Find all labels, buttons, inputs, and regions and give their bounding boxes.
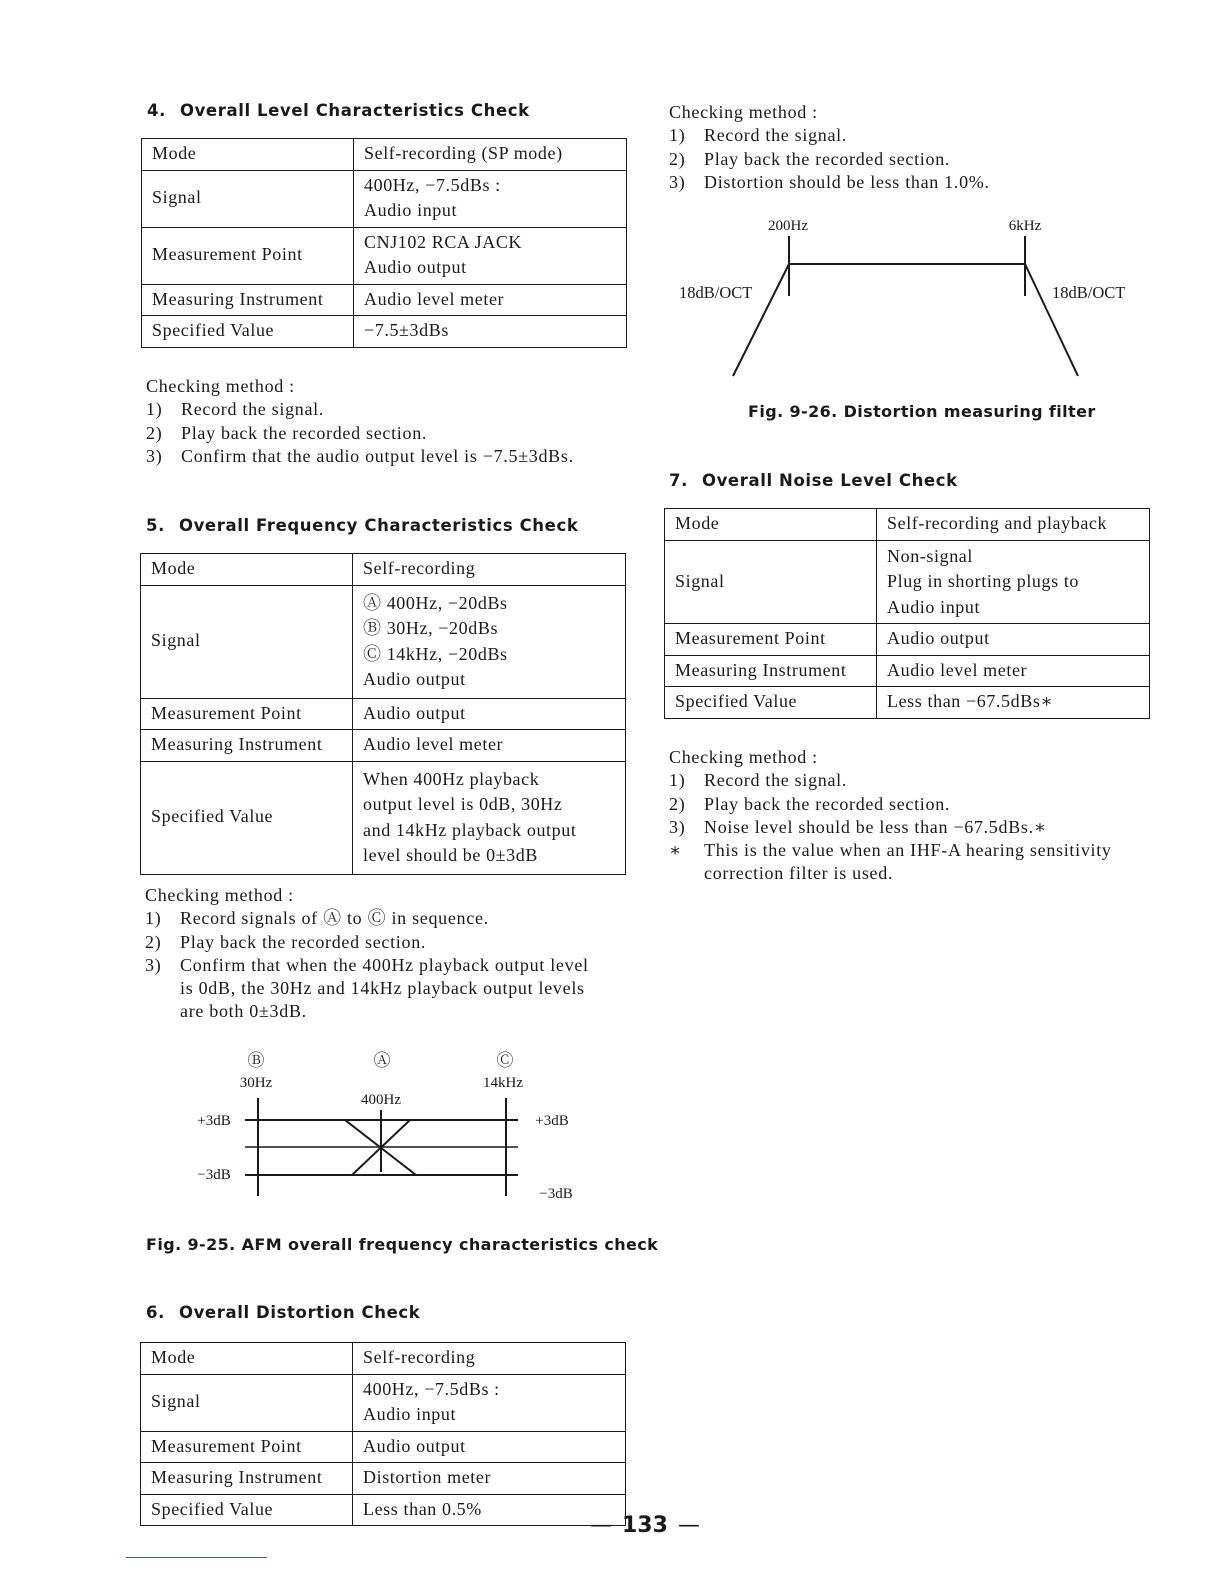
section-title: Overall Noise Level Check	[701, 471, 958, 490]
row-value: −7.5±3dBs	[354, 316, 627, 348]
page-number-value: 133	[622, 1513, 668, 1538]
section-number: 6.	[146, 1303, 165, 1322]
row-value: 400Hz, −7.5dBs : Audio input	[353, 1374, 626, 1431]
section-title: Overall Distortion Check	[178, 1303, 421, 1322]
list-item: 2) Play back the recorded section.	[669, 148, 951, 169]
section-title: Overall Frequency Characteristics Check	[178, 516, 579, 535]
row-label: Signal	[665, 540, 877, 624]
list-item: 2) Play back the recorded section.	[669, 793, 951, 814]
method-title: Checking method :	[145, 885, 294, 905]
section-number: 7.	[669, 471, 688, 490]
table-row	[665, 540, 1150, 624]
method-title: Checking method :	[669, 747, 818, 767]
marker-c-label: Ⓒ	[496, 1051, 514, 1070]
section-number: 4.	[147, 101, 166, 120]
dash-left: —	[590, 1513, 612, 1538]
list-item: 1) Record the signal.	[669, 125, 848, 146]
section-title: Overall Level Characteristics Check	[179, 101, 530, 120]
filter-passband-curve	[733, 264, 1078, 376]
row-value: Less than −67.5dBs∗	[877, 687, 1150, 719]
row-value: Audio output	[353, 1431, 626, 1463]
list-item: 2) Play back the recorded section.	[145, 931, 427, 952]
high-freq-label: 6kHz	[1008, 218, 1042, 234]
marker-a-label: Ⓐ	[373, 1051, 391, 1070]
row-label: Signal	[141, 1374, 353, 1431]
row-label: Measuring Instrument	[141, 730, 353, 762]
right-minus-3db-label: −3dB	[539, 1186, 573, 1202]
row-label: Specified Value	[141, 1494, 353, 1526]
right-plus-3db-label: +3dB	[535, 1113, 569, 1129]
freq-14khz-label: 14kHz	[483, 1075, 523, 1091]
list-item: 3) Confirm that when the 400Hz playback output level is 0dB, the 30Hz and 14kHz playback output levels are both 0±3dB.	[145, 954, 589, 1022]
noise-spec-table	[664, 508, 1150, 719]
right-slope-label: 18dB/OCT	[1052, 283, 1126, 302]
row-value: Audio output	[353, 698, 626, 730]
marker-b-label: Ⓑ	[247, 1051, 265, 1070]
freq-30hz-label: 30Hz	[239, 1075, 273, 1091]
row-label: Mode	[142, 139, 354, 171]
row-value: When 400Hz playback output level is 0dB, 30Hz and 14kHz playback output level should be 0±3dB	[353, 761, 626, 874]
row-label: Measuring Instrument	[665, 655, 877, 687]
left-slope-label: 18dB/OCT	[679, 283, 753, 302]
row-label: Mode	[665, 509, 877, 541]
freq-400hz-label: 400Hz	[361, 1092, 401, 1108]
row-value: Self-recording	[353, 1343, 626, 1375]
row-value: 400Hz, −7.5dBs : Audio input	[354, 170, 627, 227]
table-row	[665, 655, 1150, 687]
section-number: 5.	[146, 516, 165, 535]
list-item: 3) Confirm that the audio output level is −7.5±3dBs.	[146, 445, 574, 466]
row-label: Measuring Instrument	[142, 284, 354, 316]
row-label: Specified Value	[665, 687, 877, 719]
method-title: Checking method :	[146, 376, 295, 396]
row-label: Mode	[141, 554, 353, 586]
left-minus-3db-label: −3dB	[197, 1167, 231, 1183]
section-7-checking-method	[669, 746, 1199, 886]
list-item: 2) Play back the recorded section.	[146, 422, 428, 443]
row-label: Mode	[141, 1343, 353, 1375]
fig-9-25-caption: Fig. 9-25. AFM overall frequency characteristics check	[146, 1235, 659, 1254]
table-row	[665, 509, 1150, 541]
row-label: Measurement Point	[665, 624, 877, 656]
list-item: 3) Noise level should be less than −67.5dBs.∗	[669, 816, 1047, 837]
dash-right: —	[677, 1513, 700, 1538]
row-value: Distortion meter	[353, 1463, 626, 1495]
row-value: Audio output	[877, 624, 1150, 656]
row-label: Specified Value	[142, 316, 354, 348]
row-value: Audio level meter	[354, 284, 627, 316]
low-freq-label: 200Hz	[768, 218, 808, 234]
table-row	[665, 687, 1150, 719]
row-value: Non-signal Plug in shorting plugs to Audio input	[877, 540, 1150, 624]
list-item: 3) Distortion should be less than 1.0%.	[669, 171, 990, 192]
row-value: Self-recording and playback	[877, 509, 1150, 541]
row-value: Self-recording	[353, 554, 626, 586]
footnote: ∗ This is the value when an IHF-A hearing sensitivity correction filter is used.	[669, 840, 1112, 884]
row-value: Less than 0.5%	[353, 1494, 626, 1526]
left-plus-3db-label: +3dB	[197, 1113, 231, 1129]
row-label: Signal	[142, 170, 354, 227]
list-item: 1) Record signals of Ⓐ to Ⓒ in sequence.	[145, 908, 489, 929]
row-value: Ⓐ 400Hz, −20dBs Ⓑ 30Hz, −20dBs Ⓒ 14kHz, −20dBs Audio output	[353, 585, 626, 698]
row-label: Measurement Point	[141, 1431, 353, 1463]
list-item: 1) Record the signal.	[669, 770, 848, 791]
table-row	[665, 624, 1150, 656]
row-label: Measurement Point	[141, 698, 353, 730]
row-value: Audio level meter	[353, 730, 626, 762]
section-7-heading	[669, 471, 958, 490]
footer-rule	[126, 1557, 267, 1558]
method-title: Checking method :	[669, 102, 818, 122]
row-label: Measurement Point	[142, 227, 354, 284]
fig-9-26-caption: Fig. 9-26. Distortion measuring filter	[748, 402, 1096, 421]
row-value: Audio level meter	[877, 655, 1150, 687]
row-value: CNJ102 RCA JACK Audio output	[354, 227, 627, 284]
row-value: Self-recording (SP mode)	[354, 139, 627, 171]
page-number	[590, 1513, 700, 1538]
row-label: Signal	[141, 585, 353, 698]
list-item: 1) Record the signal.	[146, 399, 325, 420]
row-label: Specified Value	[141, 761, 353, 874]
row-label: Measuring Instrument	[141, 1463, 353, 1495]
